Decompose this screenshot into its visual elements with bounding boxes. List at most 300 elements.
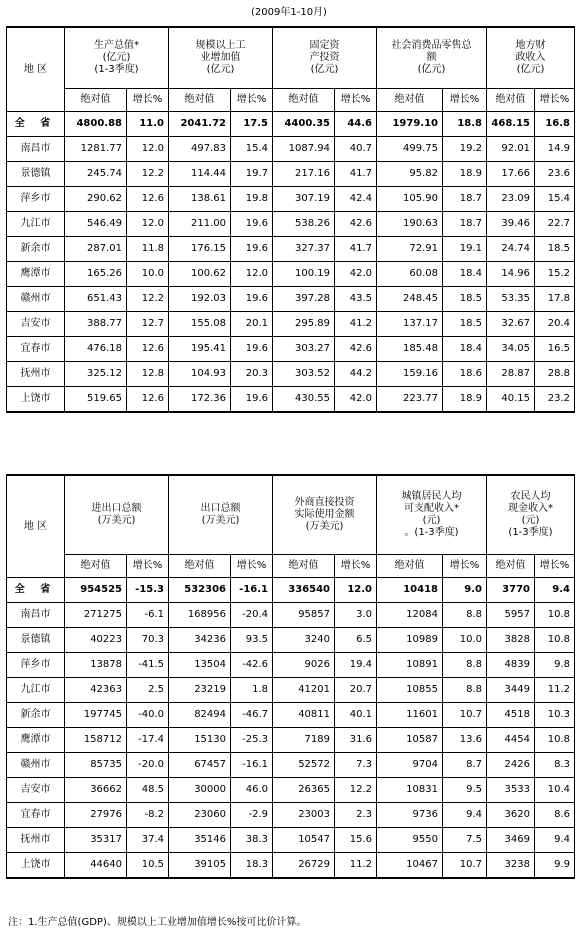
growth-cell: 9.5 — [443, 778, 487, 803]
growth-cell: 7.5 — [443, 828, 487, 853]
subheader-cell: 增长% — [127, 555, 169, 578]
absolute-value-cell: 39105 — [169, 853, 231, 879]
indicator-header-line: (万美元) — [201, 515, 240, 526]
absolute-value-cell: 17.66 — [487, 162, 535, 187]
growth-cell: 16.8 — [535, 112, 575, 137]
absolute-value-cell: 3828 — [487, 628, 535, 653]
table-row — [7, 753, 575, 778]
growth-cell: 10.8 — [535, 603, 575, 628]
growth-cell: 9.0 — [443, 578, 487, 603]
absolute-value-cell: 4839 — [487, 653, 535, 678]
absolute-value-cell: 4400.35 — [273, 112, 335, 137]
subheader-cell: 增长% — [443, 555, 487, 578]
indicator-header-line: 社会消费品零售总 — [391, 40, 472, 51]
indicator-header-line: 出口总额 — [200, 503, 241, 514]
table-row — [7, 853, 575, 879]
absolute-value-cell: 3469 — [487, 828, 535, 853]
growth-cell: 70.3 — [127, 628, 169, 653]
growth-cell: 41.2 — [335, 312, 377, 337]
absolute-value-cell: 155.08 — [169, 312, 231, 337]
growth-cell: 3.0 — [335, 603, 377, 628]
growth-cell: 8.6 — [535, 803, 575, 828]
subheader-cell: 增长% — [231, 89, 273, 112]
indicator-header — [169, 475, 273, 555]
growth-cell: 38.3 — [231, 828, 273, 853]
growth-cell: 13.6 — [443, 728, 487, 753]
growth-cell: 42.4 — [335, 187, 377, 212]
indicator-header — [487, 475, 575, 555]
growth-cell: 2.5 — [127, 678, 169, 703]
region-cell: 新余市 — [7, 237, 65, 262]
absolute-value-cell: 36662 — [65, 778, 127, 803]
growth-cell: 11.0 — [127, 112, 169, 137]
absolute-value-cell: 245.74 — [65, 162, 127, 187]
growth-cell: 19.2 — [443, 137, 487, 162]
absolute-value-cell: 303.52 — [273, 362, 335, 387]
table-row — [7, 137, 575, 162]
subheader-cell: 绝对值 — [65, 555, 127, 578]
growth-cell: 10.8 — [535, 628, 575, 653]
growth-cell: 42.0 — [335, 262, 377, 287]
absolute-value-cell: 40223 — [65, 628, 127, 653]
region-cell: 全 省 — [7, 578, 65, 603]
absolute-value-cell: 1087.94 — [273, 137, 335, 162]
absolute-value-cell: 499.75 — [377, 137, 443, 162]
growth-cell: 22.7 — [535, 212, 575, 237]
growth-cell: 8.7 — [443, 753, 487, 778]
growth-cell: -20.0 — [127, 753, 169, 778]
absolute-value-cell: 114.44 — [169, 162, 231, 187]
absolute-value-cell: 519.65 — [65, 387, 127, 413]
indicator-header-line: (1-3季度) — [508, 527, 553, 538]
absolute-value-cell: 159.16 — [377, 362, 443, 387]
absolute-value-cell: 2041.72 — [169, 112, 231, 137]
indicator-header-line: (1-3季度) — [94, 64, 139, 75]
date-range: (2009年1-10月) — [251, 7, 327, 18]
absolute-value-cell: 197745 — [65, 703, 127, 728]
table-row — [7, 262, 575, 287]
table-row — [7, 778, 575, 803]
absolute-value-cell: 192.03 — [169, 287, 231, 312]
growth-cell: 10.7 — [443, 703, 487, 728]
region-header: 地 区 — [7, 27, 65, 112]
region-cell: 景德镇 — [7, 628, 65, 653]
table-row — [7, 828, 575, 853]
growth-cell: 10.5 — [127, 853, 169, 879]
subheader-cell: 绝对值 — [169, 89, 231, 112]
table-row — [7, 337, 575, 362]
growth-cell: 11.2 — [535, 678, 575, 703]
absolute-value-cell: 40.15 — [487, 387, 535, 413]
growth-cell: 19.1 — [443, 237, 487, 262]
growth-cell: 9.9 — [535, 853, 575, 879]
indicator-header — [273, 475, 377, 555]
absolute-value-cell: 40811 — [273, 703, 335, 728]
growth-cell: 15.4 — [231, 137, 273, 162]
growth-cell: 48.5 — [127, 778, 169, 803]
absolute-value-cell: 10418 — [377, 578, 443, 603]
growth-cell: 18.5 — [535, 237, 575, 262]
absolute-value-cell: 195.41 — [169, 337, 231, 362]
growth-cell: 18.5 — [443, 312, 487, 337]
growth-cell: 12.6 — [127, 187, 169, 212]
absolute-value-cell: 137.17 — [377, 312, 443, 337]
indicator-header-line: 政收入 — [515, 52, 546, 63]
growth-cell: -20.4 — [231, 603, 273, 628]
growth-cell: -8.2 — [127, 803, 169, 828]
region-cell: 萍乡市 — [7, 653, 65, 678]
region-cell: 景德镇 — [7, 162, 65, 187]
absolute-value-cell: 85735 — [65, 753, 127, 778]
absolute-value-cell: 10467 — [377, 853, 443, 879]
absolute-value-cell: 538.26 — [273, 212, 335, 237]
table-row — [7, 653, 575, 678]
growth-cell: -16.1 — [231, 753, 273, 778]
absolute-value-cell: 34236 — [169, 628, 231, 653]
absolute-value-cell: 27976 — [65, 803, 127, 828]
growth-cell: 20.1 — [231, 312, 273, 337]
indicator-header-line: 固定资 — [309, 40, 340, 51]
indicator-header-line: 规模以上工 — [195, 40, 246, 51]
indicator-header — [169, 27, 273, 89]
growth-cell: 15.6 — [335, 828, 377, 853]
growth-cell: 9.4 — [443, 803, 487, 828]
subheader-cell: 绝对值 — [487, 89, 535, 112]
growth-cell: 41.7 — [335, 237, 377, 262]
absolute-value-cell: 211.00 — [169, 212, 231, 237]
subheader-cell: 增长% — [335, 89, 377, 112]
absolute-value-cell: 39.46 — [487, 212, 535, 237]
table-row — [7, 212, 575, 237]
growth-cell: 7.3 — [335, 753, 377, 778]
indicator-header-line: (亿元) — [417, 64, 446, 75]
growth-cell: 31.6 — [335, 728, 377, 753]
absolute-value-cell: 430.55 — [273, 387, 335, 413]
subheader-cell: 增长% — [443, 89, 487, 112]
indicator-header-line: (亿元) — [310, 64, 339, 75]
table-row — [7, 603, 575, 628]
growth-cell: 18.3 — [231, 853, 273, 879]
growth-cell: 23.6 — [535, 162, 575, 187]
subheader-cell: 绝对值 — [487, 555, 535, 578]
growth-cell: 19.6 — [231, 337, 273, 362]
economic-indicators-table-1 — [6, 26, 575, 413]
absolute-value-cell: 24.74 — [487, 237, 535, 262]
economic-indicators-table-2 — [6, 474, 575, 879]
absolute-value-cell: 4454 — [487, 728, 535, 753]
table-row — [7, 628, 575, 653]
table-row — [7, 287, 575, 312]
indicator-header-line: 城镇居民人均 — [401, 491, 462, 502]
growth-cell: 8.8 — [443, 603, 487, 628]
region-cell: 南昌市 — [7, 603, 65, 628]
indicator-header-line: 进出口总额 — [91, 503, 142, 514]
absolute-value-cell: 9704 — [377, 753, 443, 778]
header-row — [7, 27, 575, 89]
indicator-header — [65, 27, 169, 89]
absolute-value-cell: 14.96 — [487, 262, 535, 287]
indicator-header-line: (亿元) — [206, 64, 235, 75]
table-row — [7, 362, 575, 387]
growth-cell: 12.0 — [127, 212, 169, 237]
growth-cell: -46.7 — [231, 703, 273, 728]
growth-cell: 41.7 — [335, 162, 377, 187]
absolute-value-cell: 271275 — [65, 603, 127, 628]
growth-cell: 46.0 — [231, 778, 273, 803]
indicator-header-line: 产投资 — [309, 52, 340, 63]
growth-cell: 12.2 — [127, 162, 169, 187]
table-row — [7, 237, 575, 262]
absolute-value-cell: 35146 — [169, 828, 231, 853]
indicator-header — [65, 475, 169, 555]
growth-cell: 10.0 — [127, 262, 169, 287]
growth-cell: 19.4 — [335, 653, 377, 678]
growth-cell: 10.0 — [443, 628, 487, 653]
growth-cell: 28.8 — [535, 362, 575, 387]
region-cell: 赣州市 — [7, 753, 65, 778]
growth-cell: 18.4 — [443, 262, 487, 287]
growth-cell: 44.2 — [335, 362, 377, 387]
growth-cell: 40.1 — [335, 703, 377, 728]
growth-cell: 12.0 — [231, 262, 273, 287]
growth-cell: 23.2 — [535, 387, 575, 413]
absolute-value-cell: 468.15 — [487, 112, 535, 137]
indicator-header-line: (元) — [521, 515, 540, 526]
absolute-value-cell: 3620 — [487, 803, 535, 828]
growth-cell: 40.7 — [335, 137, 377, 162]
absolute-value-cell: 954525 — [65, 578, 127, 603]
growth-cell: 43.5 — [335, 287, 377, 312]
subheader-cell: 增长% — [127, 89, 169, 112]
indicator-header-line: 外商直接投资 — [294, 497, 355, 508]
indicator-header-line: (亿元) — [102, 52, 131, 63]
absolute-value-cell: 295.89 — [273, 312, 335, 337]
absolute-value-cell: 100.62 — [169, 262, 231, 287]
region-cell: 吉安市 — [7, 778, 65, 803]
growth-cell: 20.3 — [231, 362, 273, 387]
growth-cell: 12.2 — [127, 287, 169, 312]
region-cell: 赣州市 — [7, 287, 65, 312]
absolute-value-cell: 327.37 — [273, 237, 335, 262]
absolute-value-cell: 12084 — [377, 603, 443, 628]
absolute-value-cell: 104.93 — [169, 362, 231, 387]
growth-cell: 18.9 — [443, 387, 487, 413]
growth-cell: -16.1 — [231, 578, 273, 603]
absolute-value-cell: 1979.10 — [377, 112, 443, 137]
absolute-value-cell: 217.16 — [273, 162, 335, 187]
subheader-cell: 增长% — [231, 555, 273, 578]
growth-cell: 18.5 — [443, 287, 487, 312]
absolute-value-cell: 172.36 — [169, 387, 231, 413]
absolute-value-cell: 651.43 — [65, 287, 127, 312]
subheader-cell: 绝对值 — [169, 555, 231, 578]
region-cell: 九江市 — [7, 212, 65, 237]
growth-cell: 10.8 — [535, 728, 575, 753]
absolute-value-cell: 100.19 — [273, 262, 335, 287]
growth-cell: 12.2 — [335, 778, 377, 803]
absolute-value-cell: 72.91 — [377, 237, 443, 262]
region-cell: 全 省 — [7, 112, 65, 137]
growth-cell: 17.5 — [231, 112, 273, 137]
growth-cell: 9.8 — [535, 653, 575, 678]
absolute-value-cell: 3240 — [273, 628, 335, 653]
growth-cell: 12.0 — [335, 578, 377, 603]
table-row — [7, 162, 575, 187]
growth-cell: 1.8 — [231, 678, 273, 703]
absolute-value-cell: 10855 — [377, 678, 443, 703]
subheader-cell: 绝对值 — [273, 555, 335, 578]
indicator-header-line: 额 — [426, 52, 437, 63]
absolute-value-cell: 287.01 — [65, 237, 127, 262]
absolute-value-cell: 10547 — [273, 828, 335, 853]
indicator-header-line: 。(1-3季度) — [404, 527, 459, 538]
growth-cell: 6.5 — [335, 628, 377, 653]
region-cell: 鹰潭市 — [7, 728, 65, 753]
absolute-value-cell: 52572 — [273, 753, 335, 778]
province-total-row — [7, 578, 575, 603]
subheader-cell: 绝对值 — [65, 89, 127, 112]
absolute-value-cell: 95857 — [273, 603, 335, 628]
indicator-header-line: (万美元) — [305, 521, 344, 532]
absolute-value-cell: 9736 — [377, 803, 443, 828]
growth-cell: 18.7 — [443, 187, 487, 212]
region-cell: 上饶市 — [7, 387, 65, 413]
absolute-value-cell: 4800.88 — [65, 112, 127, 137]
table-row — [7, 387, 575, 413]
absolute-value-cell: 397.28 — [273, 287, 335, 312]
absolute-value-cell: 105.90 — [377, 187, 443, 212]
growth-cell: 9.4 — [535, 578, 575, 603]
header-row — [7, 475, 575, 555]
absolute-value-cell: 3449 — [487, 678, 535, 703]
absolute-value-cell: 185.48 — [377, 337, 443, 362]
footnote: 注：1.生产总值(GDP)、规模以上工业增加值增长%按可比价计算。 — [8, 917, 307, 928]
absolute-value-cell: 10587 — [377, 728, 443, 753]
growth-cell: 19.7 — [231, 162, 273, 187]
absolute-value-cell: 158712 — [65, 728, 127, 753]
growth-cell: 10.3 — [535, 703, 575, 728]
absolute-value-cell: 9550 — [377, 828, 443, 853]
absolute-value-cell: 28.87 — [487, 362, 535, 387]
indicator-header — [273, 27, 377, 89]
absolute-value-cell: 34.05 — [487, 337, 535, 362]
indicator-header-line: 业增加值 — [200, 52, 241, 63]
absolute-value-cell: 3238 — [487, 853, 535, 879]
indicator-header-line: 农民人均 — [510, 491, 551, 502]
growth-cell: 9.4 — [535, 828, 575, 853]
absolute-value-cell: 82494 — [169, 703, 231, 728]
growth-cell: 42.6 — [335, 212, 377, 237]
absolute-value-cell: 5957 — [487, 603, 535, 628]
region-cell: 上饶市 — [7, 853, 65, 879]
region-cell: 萍乡市 — [7, 187, 65, 212]
table-row — [7, 187, 575, 212]
absolute-value-cell: 10891 — [377, 653, 443, 678]
subheader-cell: 增长% — [535, 555, 575, 578]
absolute-value-cell: 336540 — [273, 578, 335, 603]
absolute-value-cell: 2426 — [487, 753, 535, 778]
absolute-value-cell: 307.19 — [273, 187, 335, 212]
absolute-value-cell: 92.01 — [487, 137, 535, 162]
absolute-value-cell: 165.26 — [65, 262, 127, 287]
absolute-value-cell: 223.77 — [377, 387, 443, 413]
growth-cell: 12.6 — [127, 387, 169, 413]
absolute-value-cell: 60.08 — [377, 262, 443, 287]
absolute-value-cell: 13878 — [65, 653, 127, 678]
absolute-value-cell: 1281.77 — [65, 137, 127, 162]
growth-cell: 20.4 — [535, 312, 575, 337]
absolute-value-cell: 23.09 — [487, 187, 535, 212]
absolute-value-cell: 532306 — [169, 578, 231, 603]
growth-cell: 19.6 — [231, 387, 273, 413]
growth-cell: -25.3 — [231, 728, 273, 753]
absolute-value-cell: 35317 — [65, 828, 127, 853]
absolute-value-cell: 303.27 — [273, 337, 335, 362]
growth-cell: 14.9 — [535, 137, 575, 162]
indicator-header — [377, 475, 487, 555]
subheader-row — [7, 555, 575, 578]
absolute-value-cell: 325.12 — [65, 362, 127, 387]
growth-cell: 19.6 — [231, 212, 273, 237]
region-cell: 抚州市 — [7, 362, 65, 387]
subheader-cell: 增长% — [535, 89, 575, 112]
region-cell: 新余市 — [7, 703, 65, 728]
growth-cell: 18.4 — [443, 337, 487, 362]
absolute-value-cell: 10989 — [377, 628, 443, 653]
growth-cell: 12.0 — [127, 137, 169, 162]
growth-cell: -15.3 — [127, 578, 169, 603]
indicator-header — [487, 27, 575, 89]
absolute-value-cell: 23219 — [169, 678, 231, 703]
growth-cell: -40.0 — [127, 703, 169, 728]
region-cell: 抚州市 — [7, 828, 65, 853]
absolute-value-cell: 53.35 — [487, 287, 535, 312]
growth-cell: 8.3 — [535, 753, 575, 778]
indicator-header-line: 可支配收入* — [404, 503, 459, 514]
absolute-value-cell: 32.67 — [487, 312, 535, 337]
growth-cell: 16.5 — [535, 337, 575, 362]
absolute-value-cell: 546.49 — [65, 212, 127, 237]
growth-cell: 18.6 — [443, 362, 487, 387]
growth-cell: -2.9 — [231, 803, 273, 828]
subheader-cell: 绝对值 — [377, 89, 443, 112]
absolute-value-cell: 26729 — [273, 853, 335, 879]
absolute-value-cell: 41201 — [273, 678, 335, 703]
growth-cell: 11.2 — [335, 853, 377, 879]
region-cell: 吉安市 — [7, 312, 65, 337]
growth-cell: 18.7 — [443, 212, 487, 237]
subheader-cell: 增长% — [335, 555, 377, 578]
growth-cell: -42.6 — [231, 653, 273, 678]
absolute-value-cell: 44640 — [65, 853, 127, 879]
absolute-value-cell: 290.62 — [65, 187, 127, 212]
growth-cell: -17.4 — [127, 728, 169, 753]
absolute-value-cell: 7189 — [273, 728, 335, 753]
growth-cell: 10.7 — [443, 853, 487, 879]
table-row — [7, 803, 575, 828]
growth-cell: 19.6 — [231, 287, 273, 312]
absolute-value-cell: 388.77 — [65, 312, 127, 337]
growth-cell: 17.8 — [535, 287, 575, 312]
table-row — [7, 703, 575, 728]
growth-cell: 12.7 — [127, 312, 169, 337]
growth-cell: 19.8 — [231, 187, 273, 212]
absolute-value-cell: 138.61 — [169, 187, 231, 212]
growth-cell: 8.8 — [443, 678, 487, 703]
table-row — [7, 312, 575, 337]
province-total-row — [7, 112, 575, 137]
absolute-value-cell: 10831 — [377, 778, 443, 803]
